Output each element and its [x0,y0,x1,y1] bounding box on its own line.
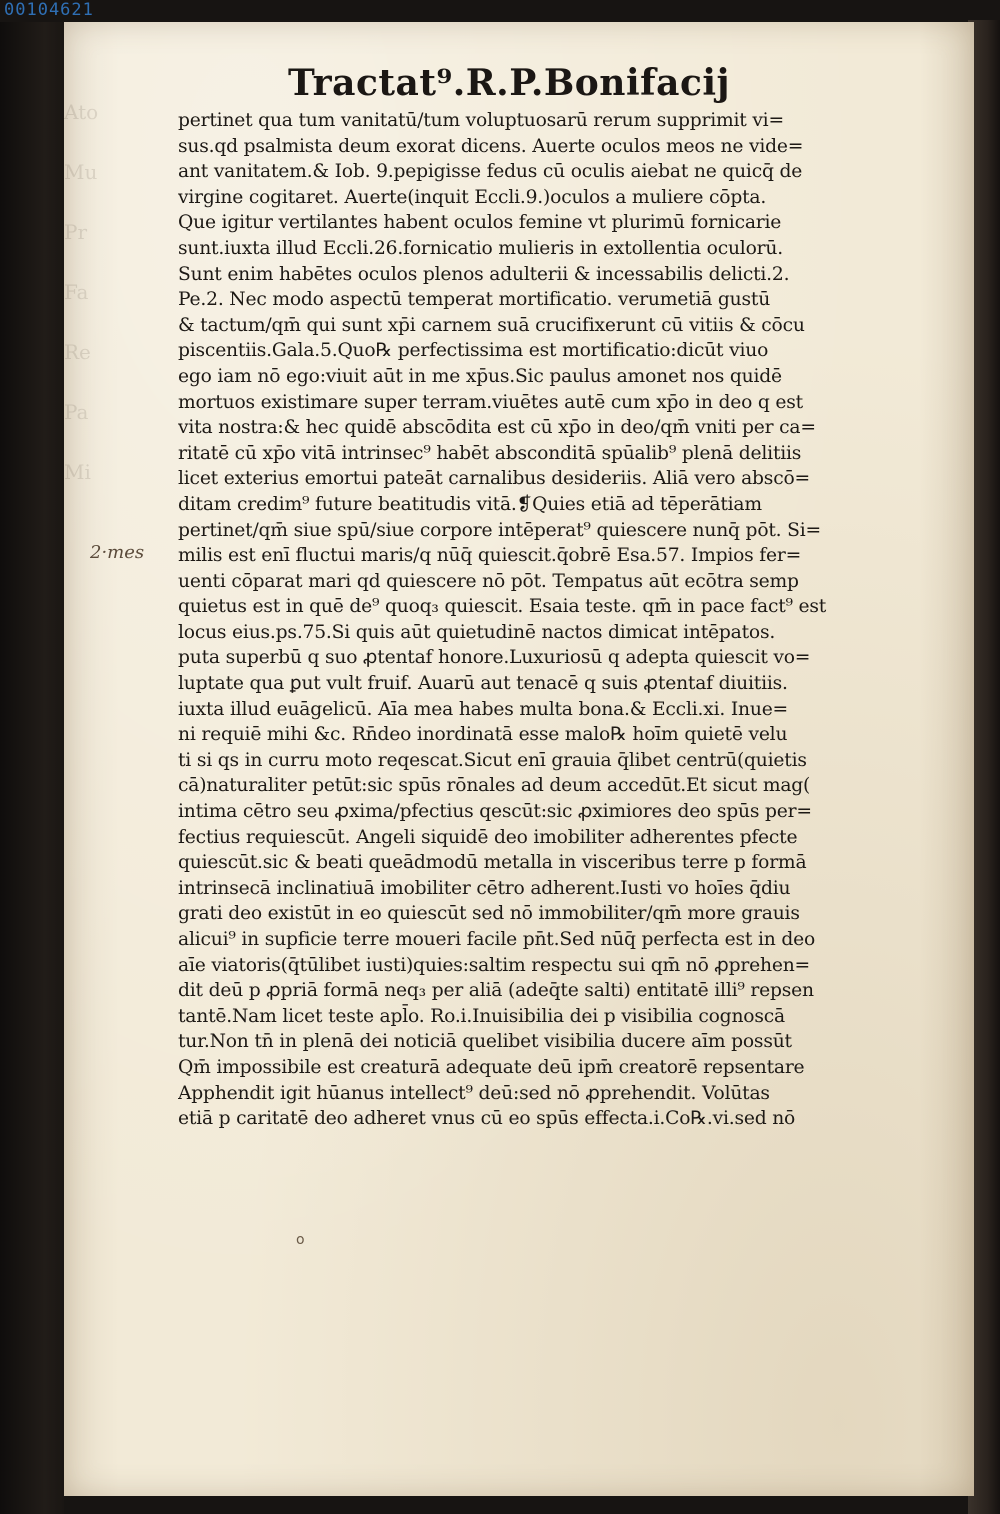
text-line: iuxta illud euāgelicū. Aīa mea habes multa bona.& Eccli.xi. Inue= [178,698,789,720]
text-line: piscentiis.Gala.5.Quo℞ perfectissima est mortificatio:dicūt viuo [178,340,769,362]
text-line: cā)naturaliter petūt:sic spūs rōnales ad deum accedūt.Et sicut mag( [178,775,811,797]
text-line: puta superbū q suo ꝓtentaf honore.Luxuriosū q adepta quiescit vo= [178,647,811,669]
text-line: ditam credim⁹ future beatitudis vitā.❡Quies etiā ad tēperātiam [178,493,762,515]
text-line: & tactum/qm̄ qui sunt xp̄i carnem suā crucifixerunt cū vitiis & cōcu [178,314,805,336]
signature-mark: o [296,1232,305,1248]
book-binding-shadow [0,22,64,1514]
text-line: alicui⁹ in supficie terre moueri facile pn̄t.Sed nūq̄ perfecta est in deo [178,929,816,950]
text-line: quiescūt.sic & beati queādmodū metalla in visceribus terre p formā [178,852,807,874]
text-line: locus eius.ps.75.Si quis aūt quietudinē nactos dimicat intēpatos. [178,621,776,643]
text-line: Sunt enim habētes oculos plenos adulterii & incessabilis delicti.2. [178,263,790,285]
text-line: pertinet qua tum vanitatū/tum voluptuosarū rerum supprimit vi= [178,110,784,131]
text-line: sus.qd psalmista deum exorat dicens. Auerte oculos meos ne vide= [178,135,804,157]
text-line: aīe viatoris(q̄tūlibet iusti)quies:saltim respectu sui qm̄ nō ꝓprehen= [178,954,810,976]
text-line: ego iam nō ego:viuit aūt in me xp̄us.Sic paulus amonet nos quidē [178,365,782,387]
running-head: Tractat⁹.R.P.Bonifacij [288,62,731,104]
text-line: licet exterius emortui pateāt carnalibus desideriis. Aliā vero abscō= [178,468,810,490]
text-line: Pe.2. Nec modo aspectū temperat mortificatio. verumetiā gustū [178,289,771,311]
text-line: ti si qs in curru moto reqescat.Sicut enī grauia q̄libet centrū(quietis [178,749,807,771]
text-line: dit deū p ꝓpriā formā neq₃ per aliā (adeq̄te salti) entitatē illi⁹ repsen [178,980,814,1002]
text-line: luptate qua ꝑut vult fruif. Auarū aut tenacē q suis ꝓtentaf diuitiis. [178,673,788,695]
text-line: milis est enī fluctui maris/q nūq̄ quiescit.q̄obrē Esa.57. Impios fer= [178,545,802,567]
text-line: mortuos existimare super terram.viuētes autē cum xp̄o in deo q est [178,391,803,413]
text-line: uenti cōparat mari qd quiescere nō pōt. Tempatus aūt ecōtra semp [178,570,799,592]
marginal-annotation: 2·mes [90,542,145,563]
text-line: vita nostra:& hec quidē abscōdita est cū xp̄o in deo/qm̄ vniti per ca= [178,417,816,439]
text-line: sunt.iuxta illud Eccli.26.fornicatio mulieris in extollentia oculorū. [178,237,783,259]
body-text [178,108,914,1132]
text-line: intrinsecā inclinatiuā imobiliter cētro adherent.Iusti vo hoīes q̄diu [178,877,791,899]
text-line: ritatē cū xp̄o vitā intrinsec⁹ habēt absconditā spūalib⁹ plenā delitiis [178,442,802,464]
text-line: etiā p caritatē deo adheret vnus cū eo spūs effecta.i.Co℞.vi.sed nō [178,1108,796,1130]
text-line: pertinet/qm̄ siue spū/siue corpore intēperat⁹ quiescere nunq̄ pōt. Si= [178,519,821,541]
text-line: Apphendit igit hūanus intellect⁹ deū:sed nō ꝓprehendit. Volūtas [178,1082,770,1104]
text-line: Qm̄ impossibile est creaturā adequate deū ipm̄ creatorē repsentare [178,1056,805,1078]
text-line: Que igitur vertilantes habent oculos femine vt plurimū fornicarie [178,212,782,234]
text-line: tantē.Nam licet teste apl̄o. Ro.i.Inuisibilia dei p visibilia cognoscā [178,1005,785,1027]
text-line: fectius requiescūt. Angeli siquidē deo imobiliter adherentes pfecte [178,826,798,848]
text-line: ni requiē mihi &c. Rn̄deo inordinatā esse malo℞ hoīm quietē velu [178,724,788,746]
text-line: intima cētro seu ꝓxima/pfectius qescūt:sic ꝓximiores deo spūs per= [178,801,812,823]
text-line: tur.Non tn̄ in plenā dei noticiā quelibet visibilia ducere aīm possūt [178,1031,792,1053]
text-line: ant vanitatem.& Iob. 9.pepigisse fedus cū oculis aiebat ne quicq̄ de [178,161,803,183]
scan-id-label: 00104621 [4,0,94,20]
show-through-text: Ato Mu Pr Fa Re Pa Mi [64,100,99,484]
text-line: virgine cogitaret. Auerte(inquit Eccli.9.)oculos a muliere cōpta. [178,186,767,208]
text-line: grati deo existūt in eo quiescūt sed nō immobiliter/qm̄ more grauis [178,903,800,925]
text-line: quietus est in quē de⁹ quoq₃ quiescit. Esaia teste. qm̄ in pace fact⁹ est [178,596,827,618]
